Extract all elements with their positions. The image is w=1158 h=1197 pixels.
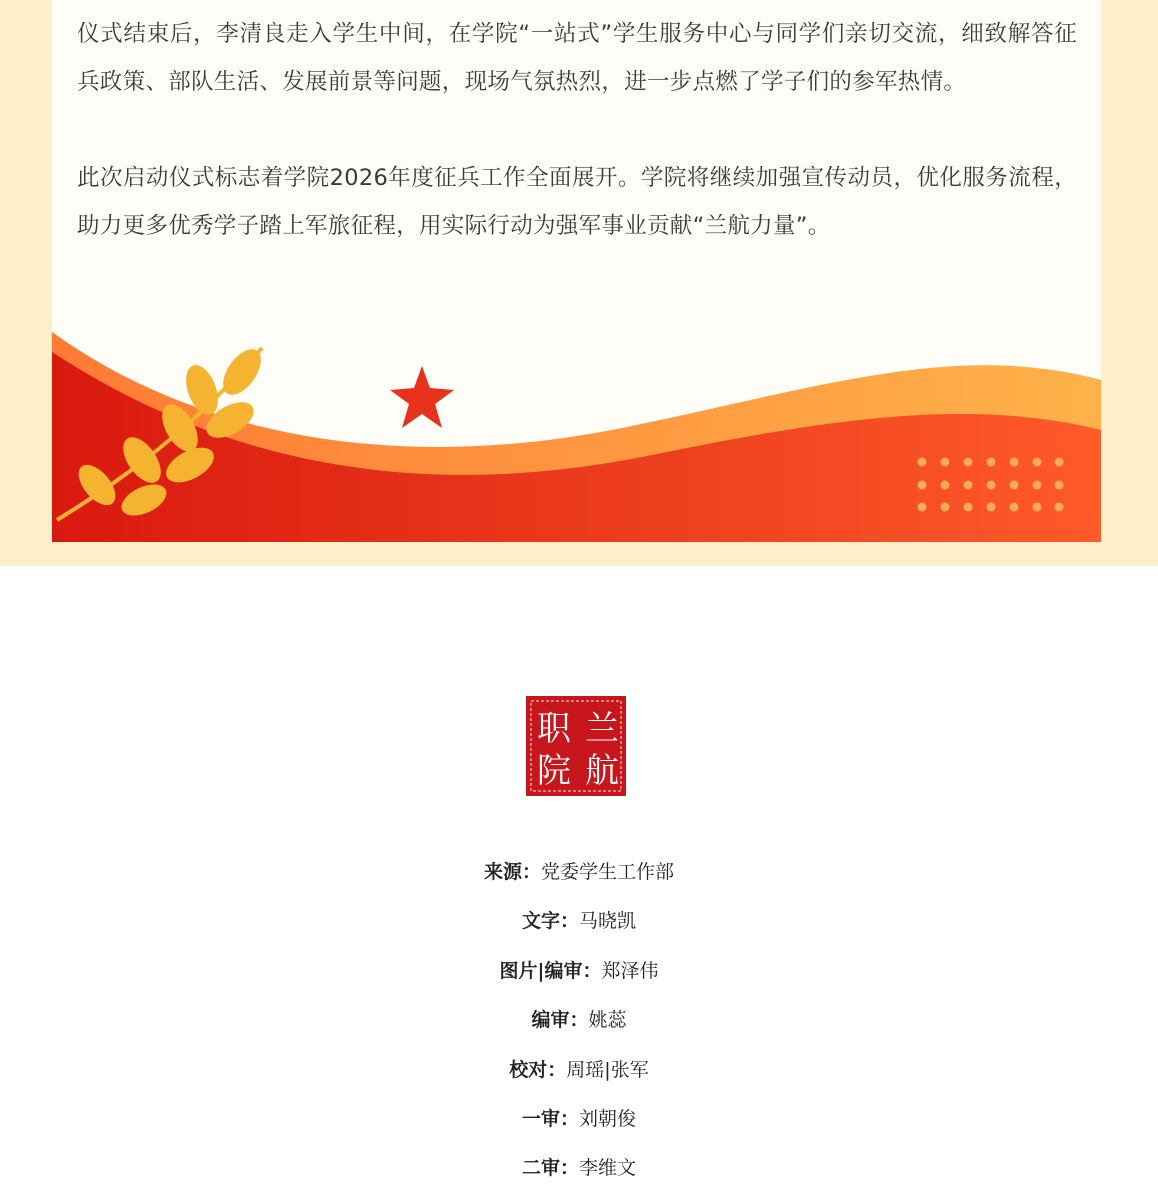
svg-text:兰: 兰 <box>585 709 619 749</box>
credit-label: 二审： <box>521 1157 579 1180</box>
credit-line-editor <box>0 996 1158 1045</box>
credit-value: 党委学生工作部 <box>541 861 675 883</box>
article-paragraph: 此次启动仪式标志着学院2026年度征兵工作全面展开。学院将继续加强宣传动员，优化服务流程，助力更多优秀学子踏上军旅征程，用实际行动为强军事业贡献“兰航力量”。 <box>77 165 1077 239</box>
credit-line-second-review <box>0 1144 1158 1193</box>
credit-label: 来源： <box>483 861 541 883</box>
svg-text:航: 航 <box>585 751 619 791</box>
credit-value: 刘朝俊 <box>579 1107 637 1130</box>
credit-label: 一审： <box>521 1107 579 1130</box>
credit-label: 校对： <box>509 1058 567 1081</box>
svg-text:职: 职 <box>537 709 571 749</box>
article-body <box>77 10 1077 250</box>
credit-line-source <box>0 848 1158 897</box>
credit-line-text <box>0 897 1158 946</box>
credit-line-first-review <box>0 1095 1158 1144</box>
credit-value: 郑泽伟 <box>601 959 659 982</box>
credit-value: 马晓凯 <box>579 910 637 933</box>
article-card <box>52 0 1101 542</box>
article-paragraph: 仪式结束后，李清良走入学生中间，在学院“一站式”学生服务中心与同学们亲切交流，细致解答征兵政策、部队生活、发展前景等问题，现场气氛热烈，进一步点燃了学子们的参军热情。 <box>77 21 1077 95</box>
credit-line-photo-editor <box>0 947 1158 996</box>
credit-label: 图片|编审： <box>499 959 602 982</box>
seal-icon <box>524 694 628 798</box>
svg-text:院: 院 <box>537 751 571 791</box>
credit-label: 编审： <box>531 1009 589 1032</box>
credit-value: 周瑶|张军 <box>566 1058 649 1081</box>
decorative-banner <box>52 320 1101 542</box>
credit-value: 李维文 <box>579 1157 637 1180</box>
credit-line-proofread <box>0 1046 1158 1095</box>
college-seal-logo <box>524 694 628 798</box>
star-icon <box>390 366 454 428</box>
credits-list <box>0 848 1158 1194</box>
credit-label: 文字： <box>521 910 579 933</box>
credit-value: 姚蕊 <box>588 1009 627 1032</box>
